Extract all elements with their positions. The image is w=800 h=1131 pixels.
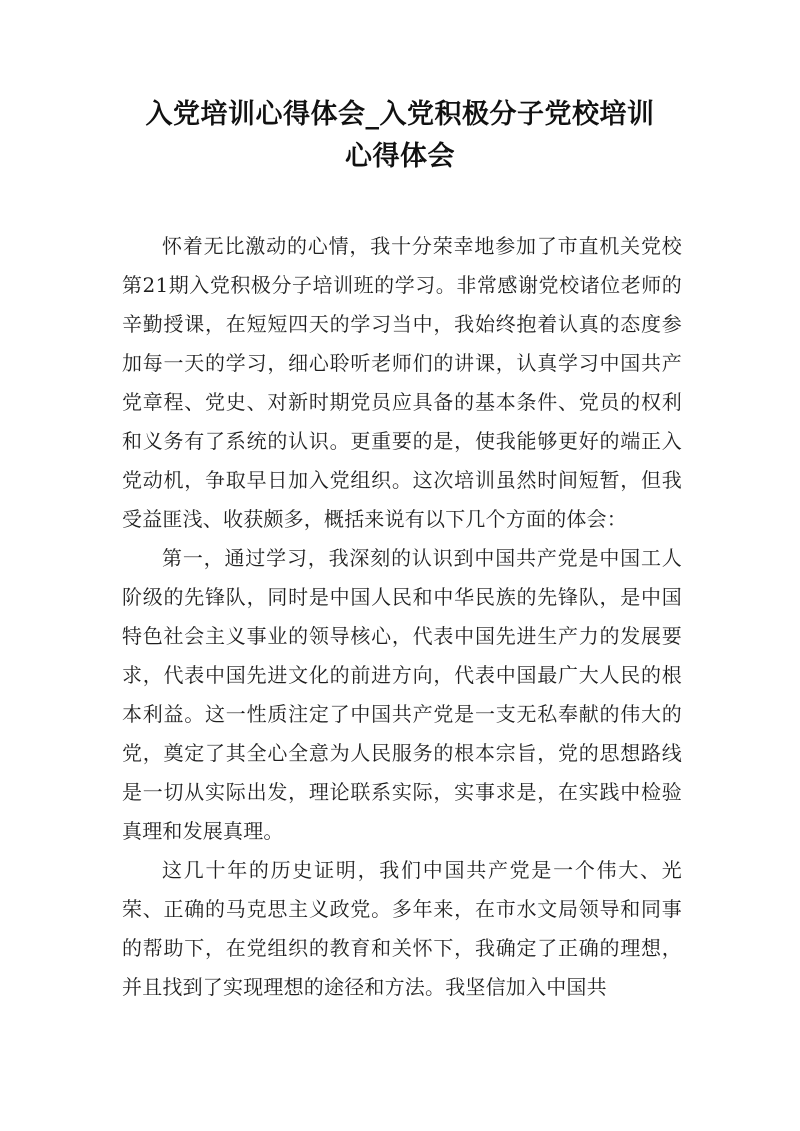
- paragraph-history: 这几十年的历史证明，我们中国共产党是一个伟大、光荣、正确的马克思主义政党。多年来，在市水文局领导和同事的帮助下，在党组织的教育和关怀下，我确定了正确的理想，并且找到了实现理想的途径和方法。我坚信加入中国共: [122, 858, 682, 999]
- title-line-2: 心得体会: [345, 141, 455, 172]
- title-line-1: 入党培训心得体会_入党积极分子党校培训: [145, 99, 655, 130]
- document-body: [122, 227, 682, 1007]
- document-title: [100, 94, 700, 178]
- paragraph-first-point: 第一，通过学习，我深刻的认识到中国共产党是中国工人阶级的先锋队，同时是中国人民和中华民族的先锋队，是中国特色社会主义事业的领导核心，代表中国先进生产力的发展要求，代表中国先进文化的前进方向，代表中国最广大人民的根本利益。这一性质注定了中国共产党是一支无私奉献的伟大的党，奠定了其全心全意为人民服务的根本宗旨，党的思想路线是一切从实际出发，理论联系实际，实事求是，在实践中检验真理和发展真理。: [122, 546, 682, 843]
- paragraph-intro: 怀着无比激动的心情，我十分荣幸地参加了市直机关党校第21期入党积极分子培训班的学习。非常感谢党校诸位老师的辛勤授课，在短短四天的学习当中，我始终抱着认真的态度参加每一天的学习，细心聆听老师们的讲课，认真学习中国共产党章程、党史、对新时期党员应具备的基本条件、党员的权利和义务有了系统的认识。更重要的是，使我能够更好的端正入党动机，争取早日加入党组织。这次培训虽然时间短暂，但我受益匪浅、收获颇多，概括来说有以下几个方面的体会：: [122, 234, 682, 531]
